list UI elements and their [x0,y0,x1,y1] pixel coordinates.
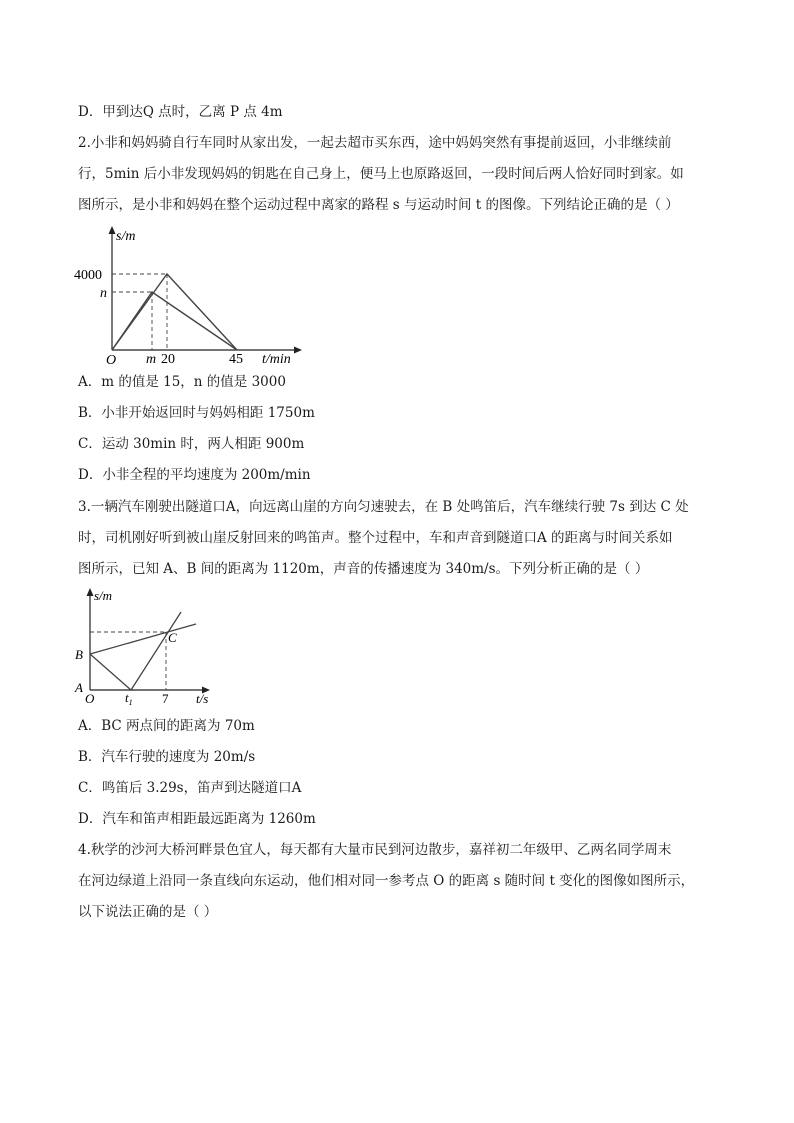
q3-line-sound [90,612,181,690]
q2-y-axis-arrow-icon [109,226,116,234]
q2-x-tick-20: 20 [161,352,175,367]
q3-option-d: D．汽车和笛声相距最远距离为 1260m [78,811,316,827]
q3-label-a: A [75,680,83,695]
q3-label-b: B [75,647,83,662]
q3-line-car [90,624,196,654]
q3-option-a: A．BC 两点间的距离为 70m [78,718,255,734]
q2-stem-line-2: 行，5min 后小非发现妈妈的钥匙在自己身上，便马上也原路返回，一段时间后两人恰好同时到家。如 [78,166,684,182]
q2-x-tick-45: 45 [229,352,243,367]
q4-stem-line-1: 4.秋学的沙河大桥河畔景色宜人，每天都有大量市民到河边散步，嘉祥初二年级甲、乙两名同学周末 [78,842,672,858]
q3-x-tick-7: 7 [162,691,169,706]
q2-x-axis-arrow-icon [294,347,302,354]
q3-y-axis-arrow-icon [87,588,94,596]
q2-y-tick-n: n [100,286,107,301]
q3-stem-line-1: 3.一辆汽车刚驶出隧道口A，向远离山崖的方向匀速驶去，在 B 处鸣笛后，汽车继续行驶 7s 到达 C 处 [78,499,689,515]
q4-stem-line-3: 以下说法正确的是（ ） [78,904,218,920]
q2-line-mom [112,292,237,350]
q4-stem-line-2: 在河边绿道上沿同一条直线向东运动，他们相对同一参考点 O 的距离 s 随时间 t 变化的图像如图所示， [78,873,695,889]
q3-option-c: C．鸣笛后 3.29s，笛声到达隧道口A [78,780,302,796]
q1-option-d: D．甲到达Q 点时，乙离 P 点 4m [78,104,283,120]
q2-x-tick-m: m [146,352,157,367]
q2-y-label: s/m [116,229,136,244]
q2-option-c: C．运动 30min 时，两人相距 900m [78,436,305,452]
q3-graph [70,584,220,710]
q2-option-b: B．小非开始返回时与妈妈相距 1750m [78,405,315,421]
q2-option-d: D．小非全程的平均速度为 200m/min [78,467,311,483]
q2-option-a: A．m 的值是 15，n 的值是 3000 [78,374,286,390]
q2-stem-line-3: 图所示，是小非和妈妈在整个运动过程中离家的路程 s 与运动时间 t 的图像。下列结论正确的是（ ） [78,197,679,213]
q2-origin: O [106,353,117,368]
q3-x-tick-t1 [125,690,133,706]
q3-option-b: B．汽车行驶的速度为 20m/s [78,749,256,765]
q3-origin: O [85,691,95,706]
q2-line-xiaofei [112,274,237,350]
q3-x-tick-t-sub: 1 [128,698,133,706]
q3-stem-line-3: 图所示，已知 A、B 间的距离为 1120m，声音的传播速度为 340m/s。下列分析正确的是（ ） [78,561,649,577]
q3-stem-line-2: 时，司机刚好听到被山崖反射回来的鸣笛声。整个过程中，车和声音到隧道口A 的距离与时间关系如 [78,530,673,546]
q3-x-label: t/s [196,691,209,706]
q3-x-tick-t: t [125,690,129,705]
q2-y-tick-4000: 4000 [74,268,102,283]
q2-graph [70,222,310,376]
q2-x-label: t/min [262,352,291,367]
q3-label-c: C [168,630,177,645]
q3-y-label: s/m [94,588,113,603]
q2-stem-line-1: 2.小非和妈妈骑自行车同时从家出发，一起去超市买东西，途中妈妈突然有事提前返回，小非继续前 [78,135,672,151]
